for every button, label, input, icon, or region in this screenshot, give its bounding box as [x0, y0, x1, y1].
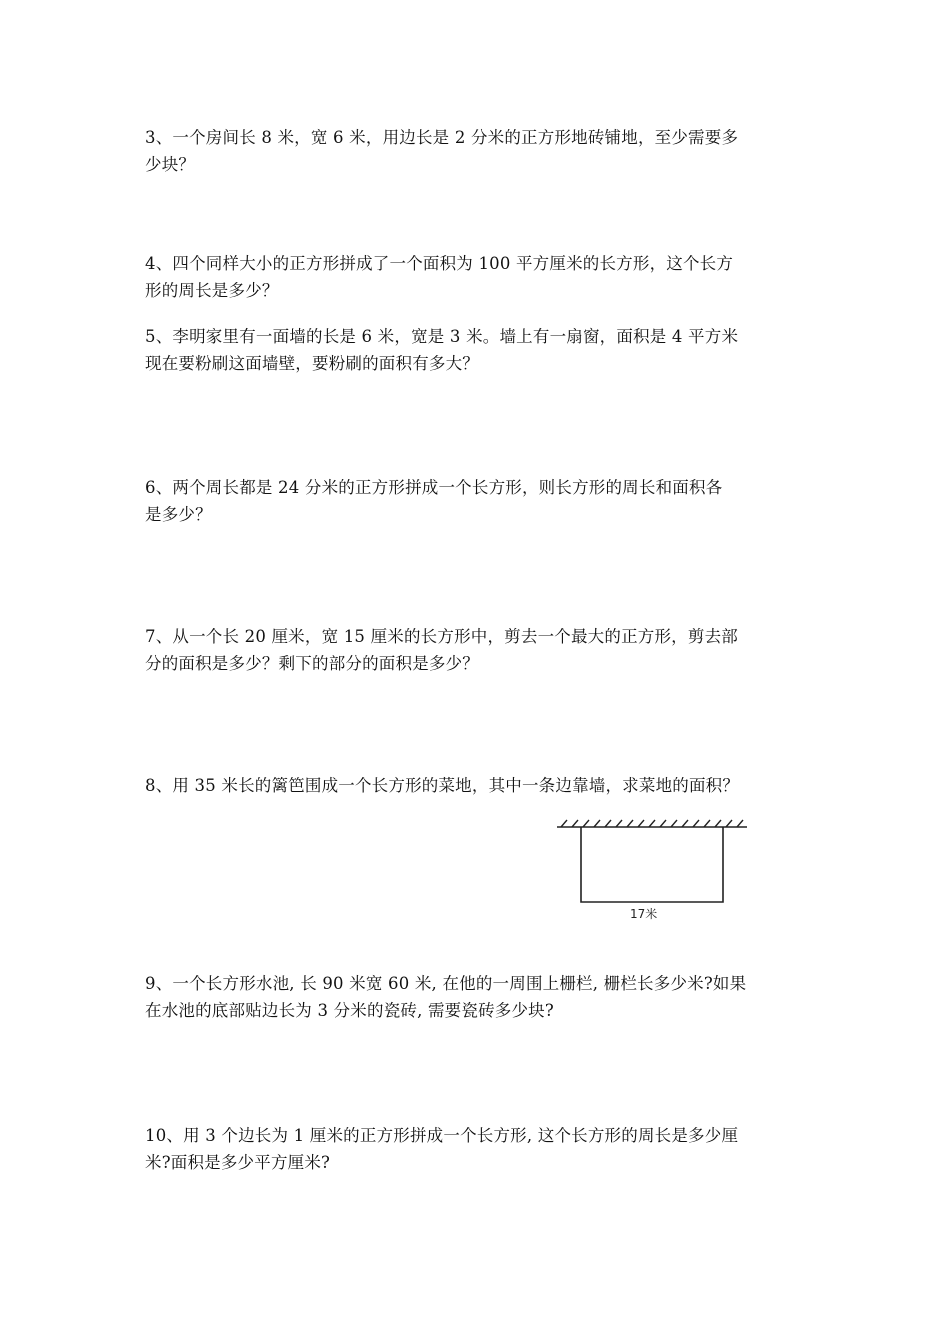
question-6	[145, 474, 810, 528]
question-4-line-2: 形的周长是多少？	[145, 281, 279, 300]
question-10	[145, 1122, 810, 1176]
question-7-line-1: 7、从一个长 20 厘米，宽 15 厘米的长方形中，剪去一个最大的正方形，剪去部	[145, 627, 738, 646]
question-7	[145, 623, 810, 677]
question-5-line-2: 现在要粉刷这面墙壁，要粉刷的面积有多大？	[145, 354, 479, 373]
question-6-line-1: 6、两个周长都是 24 分米的正方形拼成一个长方形，则长方形的周长和面积各	[145, 478, 723, 497]
question-3	[145, 124, 810, 178]
question-4	[145, 250, 810, 304]
garden-wall-svg	[555, 815, 755, 910]
question-4-line-1: 4、四个同样大小的正方形拼成了一个面积为 100 平方厘米的长方形，这个长方	[145, 254, 734, 273]
question-6-line-2: 是多少？	[145, 505, 212, 524]
garden-fence	[581, 827, 723, 902]
garden-length-label: 17米	[630, 907, 658, 921]
question-8-line-1: 8、用 35 米长的篱笆围成一个长方形的菜地，其中一条边靠墙，求菜地的面积？	[145, 776, 740, 795]
question-10-line-2: 米?面积是多少平方厘米?	[145, 1153, 331, 1172]
question-9-line-1: 9、一个长方形水池, 长 90 米宽 60 米, 在他的一周围上栅栏, 栅栏长多少米?如果	[145, 974, 747, 993]
question-3-line-1: 3、一个房间长 8 米，宽 6 米，用边长是 2 分米的正方形地砖铺地，至少需要多	[145, 128, 739, 147]
question-10-line-1: 10、用 3 个边长为 1 厘米的正方形拼成一个长方形, 这个长方形的周长是多少厘	[145, 1126, 739, 1145]
question-8	[145, 772, 810, 799]
question-5	[145, 323, 810, 377]
question-5-line-1: 5、李明家里有一面墙的长是 6 米，宽是 3 米。墙上有一扇窗，面积是 4 平方米	[145, 327, 739, 346]
question-3-line-2: 少块？	[145, 155, 196, 174]
wall-hatching	[561, 820, 743, 827]
question-9	[145, 970, 810, 1024]
question-9-line-2: 在水池的底部贴边长为 3 分米的瓷砖, 需要瓷砖多少块?	[145, 1001, 554, 1020]
question-7-line-2: 分的面积是多少？剩下的部分的面积是多少？	[145, 654, 479, 673]
